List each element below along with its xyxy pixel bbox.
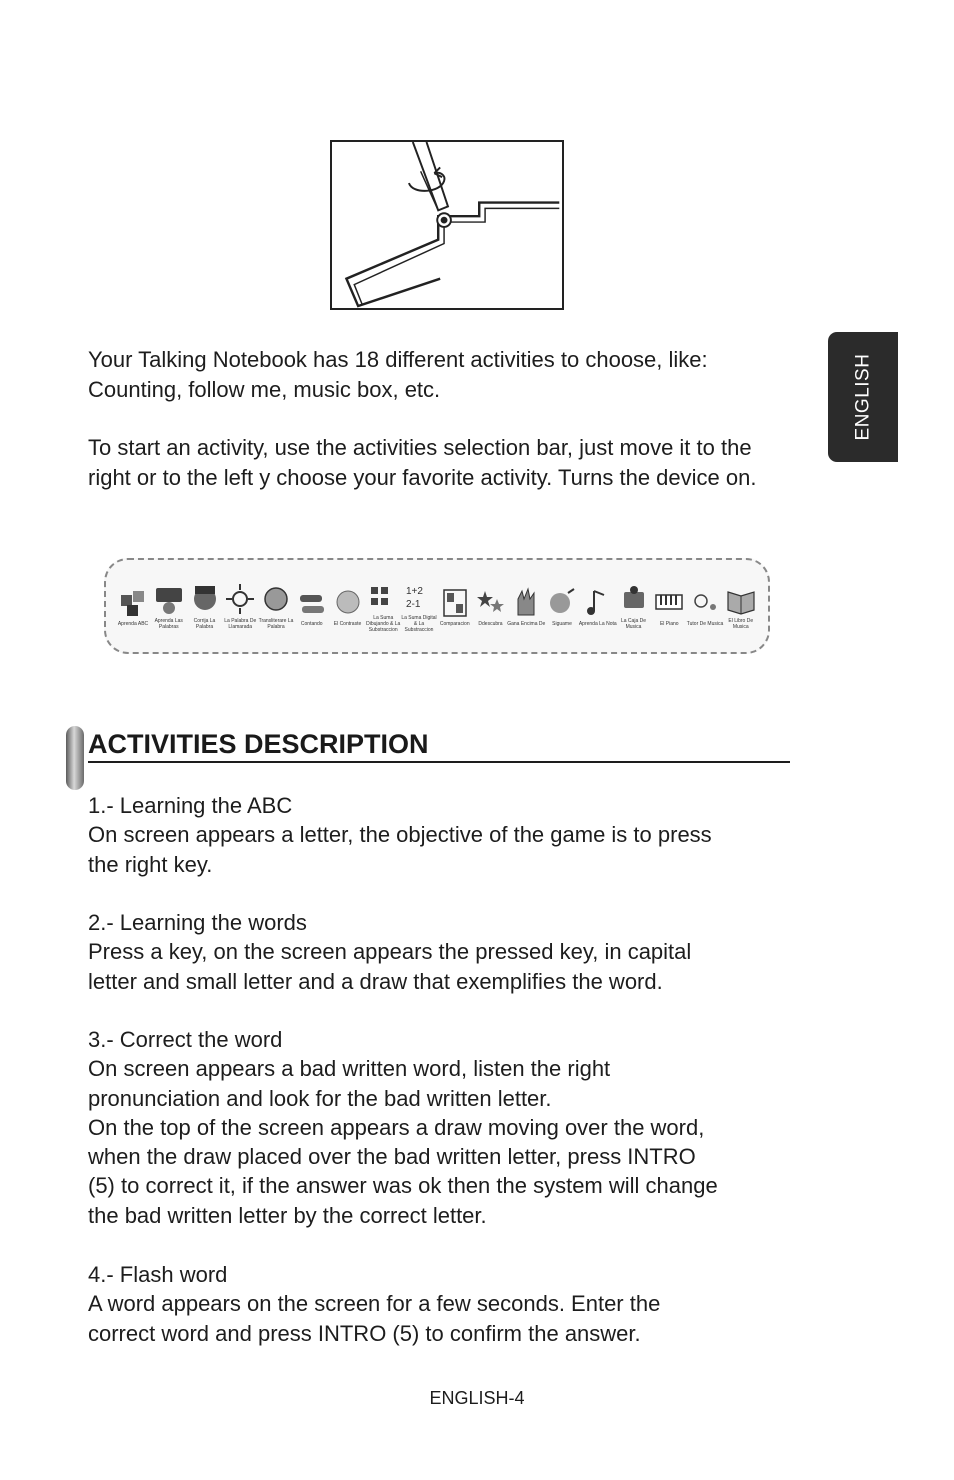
activity-option-label: Aprenda ABC (117, 621, 149, 627)
activity-option-label: El Piano (659, 621, 679, 627)
activity-option-label: Aprenda La Nota (578, 621, 617, 627)
side-tab-label: ENGLISH (852, 353, 874, 441)
activity-text-line: when the draw placed over the bad written letter, press INTRO (88, 1144, 696, 1170)
follow-me-icon (546, 585, 578, 619)
activity-option-label: Siguame (552, 621, 572, 627)
flash-word-icon (224, 582, 256, 616)
correct-word-icon (189, 582, 221, 616)
piano-icon (653, 585, 685, 619)
activity-title: 3.- Correct the word (88, 1027, 283, 1052)
draw-math-icon (367, 579, 399, 613)
activity-option[interactable] (188, 582, 222, 630)
activity-option-label: Comparacion (439, 621, 470, 627)
cars-counting-icon (296, 585, 328, 619)
activity-option-label: Ddescubra (478, 621, 503, 627)
screwdriver-illustration (332, 142, 562, 308)
activity-option[interactable] (688, 585, 722, 627)
activity-text-line: pronunciation and look for the bad written letter. (88, 1085, 552, 1111)
activity-option-label: El Contraste (333, 621, 362, 627)
activity-option[interactable] (402, 579, 436, 633)
activity-text-line: correct word and press INTRO (5) to confirm the answer. (88, 1320, 641, 1346)
language-side-tab (828, 332, 898, 462)
stars-discover-icon (475, 585, 507, 619)
activity-title: 2.- Learning the words (88, 910, 307, 935)
activity-option[interactable] (724, 582, 758, 630)
apple-word-icon (153, 582, 185, 616)
activity-option-label: La Suma Dibujando & La Substraccion (366, 615, 401, 633)
activity-option[interactable] (116, 585, 150, 627)
activity-option-label: Aprenda Las Palabras (154, 618, 183, 630)
activity-option[interactable] (652, 585, 686, 627)
activity-option[interactable] (152, 582, 186, 630)
digital-math-icon (403, 579, 435, 613)
compare-icon (439, 585, 471, 619)
music-box-icon (618, 582, 650, 616)
activity-option-label: Tutor De Musica (686, 621, 724, 627)
activity-text-line: A word appears on the screen for a few seconds. Enter the (88, 1291, 661, 1317)
activity-description-2 (88, 908, 794, 996)
music-tutor-icon (689, 585, 721, 619)
activity-text-line: Press a key, on the screen appears the pressed key, in capital (88, 939, 692, 965)
activity-option[interactable] (438, 585, 472, 627)
ball-contrast-icon (332, 585, 364, 619)
section-heading: ACTIVITIES DESCRIPTION (88, 727, 790, 763)
svg-text:1+2: 1+2 (406, 586, 423, 597)
activity-text-line: On screen appears a bad written word, listen the right (88, 1056, 611, 1082)
activity-option[interactable] (507, 585, 546, 627)
heading-marker (66, 726, 84, 790)
activity-option[interactable] (223, 582, 257, 630)
activity-description-4 (88, 1260, 794, 1348)
activity-title: 4.- Flash word (88, 1262, 228, 1287)
abc-blocks-icon (117, 585, 149, 619)
activities-selection-bar (104, 558, 770, 654)
activity-option-label: El Libro De Musica (728, 618, 754, 630)
activity-option[interactable] (259, 582, 293, 630)
activity-text-line: the bad written letter by the correct letter. (88, 1202, 487, 1228)
activity-text-line: On screen appears a letter, the objective of the game is to press (88, 822, 712, 848)
battery-cover-screw-illustration (330, 140, 564, 310)
activity-option-label: La Caja De Musica (620, 618, 646, 630)
activity-option[interactable] (331, 585, 365, 627)
activity-option[interactable] (617, 582, 651, 630)
music-book-icon (725, 582, 757, 616)
activity-text-line: (5) to correct it, if the answer was ok then the system will change (88, 1173, 718, 1199)
activity-option-label: Corrija La Palabra (193, 618, 216, 630)
globe-word-icon (260, 582, 292, 616)
activity-option-label: La Palabra De Llamarada (224, 618, 257, 630)
music-note-icon (582, 585, 614, 619)
activity-option-label: La Suma Digital & La Substraccion (401, 615, 437, 633)
activity-description-1 (88, 791, 794, 879)
activity-option[interactable] (366, 579, 400, 633)
intro-paragraph-1: Your Talking Notebook has 18 different activities to choose, like: Counting, follow me, music box, etc. (88, 347, 708, 402)
activity-option-label: Transliterare La Palabra (258, 618, 294, 630)
svg-text:2-1: 2-1 (406, 599, 421, 610)
activity-text-line: letter and small letter and a draw that exemplifies the word. (88, 968, 663, 994)
activity-text-line: the right key. (88, 851, 213, 877)
activity-option[interactable] (545, 585, 579, 627)
activity-option-label: Gana Encima De (507, 621, 546, 627)
activity-option[interactable] (474, 585, 508, 627)
activity-description-3 (88, 1025, 794, 1230)
page-number: ENGLISH-4 (429, 1388, 525, 1408)
hand-game-icon (510, 585, 542, 619)
activity-option[interactable] (295, 585, 329, 627)
activity-text-line: On the top of the screen appears a draw moving over the word, (88, 1114, 705, 1140)
activity-title: 1.- Learning the ABC (88, 793, 293, 818)
activity-option[interactable] (578, 585, 617, 627)
activity-option-label: Contando (300, 621, 323, 627)
intro-paragraph-2: To start an activity, use the activities selection bar, just move it to the right or to the left y choose your favorite activity. Turns the device on. (88, 435, 757, 490)
